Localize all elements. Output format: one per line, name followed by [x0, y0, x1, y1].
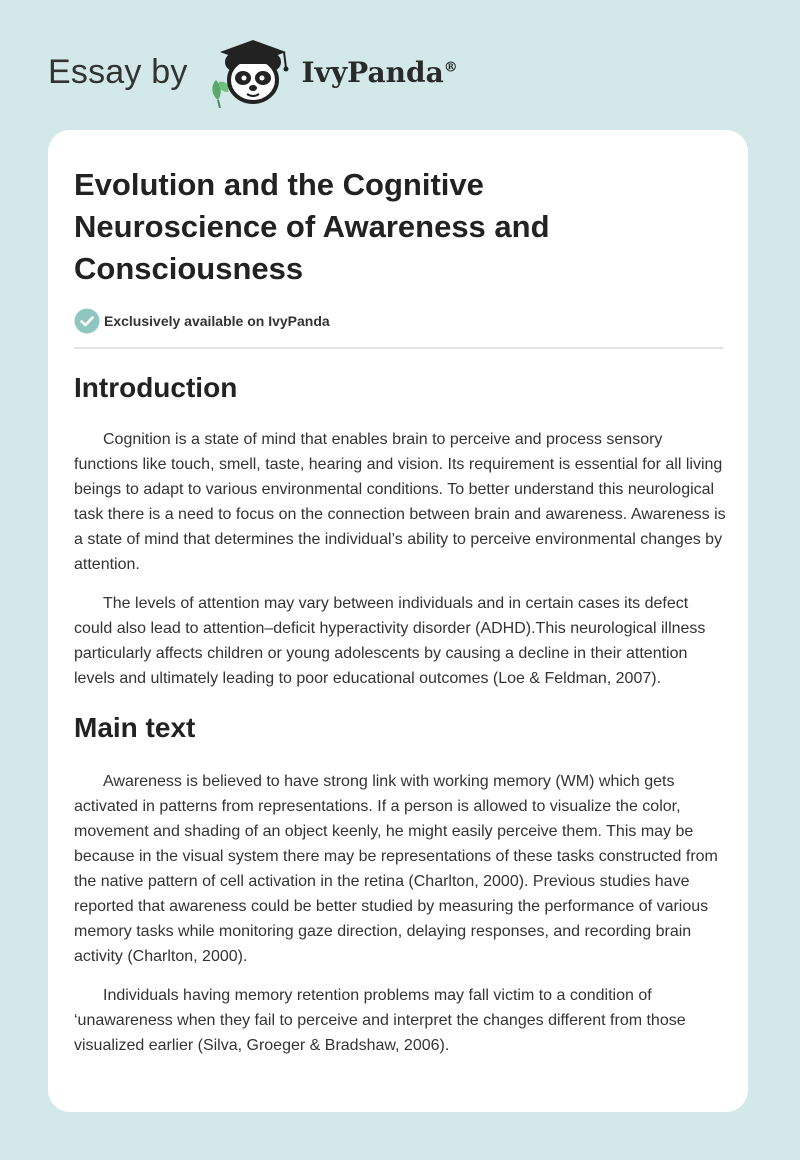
paragraph: Individuals having memory retention problems may fall victim to a condition of ‘unawareness when they fail to perceive and interpret the changes different from those visualized earlier (Silva, Groeger & Bradshaw, 2006). — [74, 987, 686, 1054]
section-heading-introduction: Introduction — [74, 372, 238, 403]
brand-prefix: Essay by — [48, 52, 188, 91]
paragraph: The levels of attention may vary between individuals and in certain cases its defect could also lead to attention–deficit hyperactivity disorder (ADHD).This neurological illness particularly affects children or young adolescents by causing a decline in their attention levels and ultimately leading to poor educational outcomes (Loe & Feldman, 2007). — [74, 595, 706, 687]
exclusive-badge — [74, 307, 722, 335]
paragraph: Awareness is believed to have strong link with working memory (WM) which gets activated in patterns from representations. If a person is allowed to visualize the color, movement and shading of an object keenly, he might easily perceive them. This may be because in the visual system there may be representations of these tasks constructed from the native pattern of cell activation in the retina (Charlton, 2000). Previous studies have reported that awareness could be better studied by measuring the performance of various memory tasks while monitoring gaze direction, delaying responses, and recording brain activity (Charlton, 2000). — [74, 773, 718, 965]
brand-name: IvyPanda® — [301, 55, 458, 89]
essay-card — [48, 130, 748, 1112]
section-heading-main-text: Main text — [74, 712, 196, 743]
brand-header — [48, 36, 458, 108]
exclusive-badge-label: Exclusively available on IvyPanda — [104, 313, 330, 329]
panda-logo-icon — [206, 36, 298, 108]
page-title: Evolution and the Cognitive Neuroscience of Awareness and Consciousness — [74, 167, 550, 286]
title-divider — [74, 347, 723, 349]
paragraph: Cognition is a state of mind that enables brain to perceive and process sensory functions like touch, smell, taste, hearing and vision. Its requirement is essential for all living beings to adapt to various environmental conditions. To better understand this neurological task there is a need to focus on the connection between brain and awareness. Awareness is a state of mind that determines the individual’s ability to perceive environmental changes by attention. — [74, 431, 726, 573]
check-circle-icon — [74, 308, 100, 334]
